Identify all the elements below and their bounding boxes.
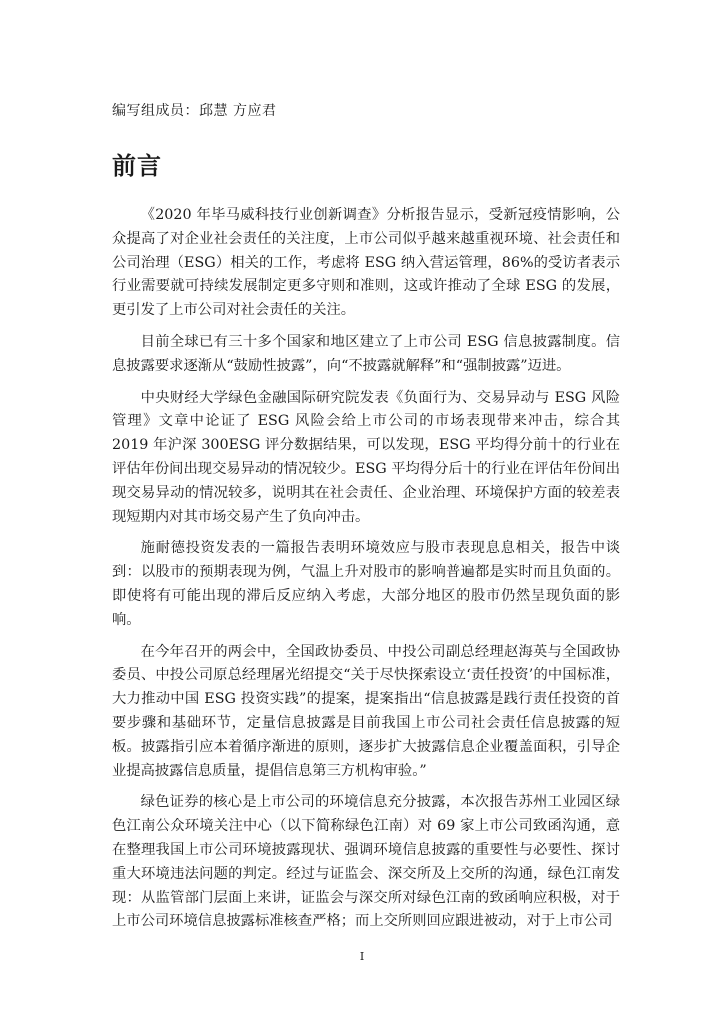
body-text bbox=[112, 204, 620, 942]
paragraph: 《2020 年毕马威科技行业创新调查》分析报告显示，受新冠疫情影响，公众提高了对企业社会责任的关注度，上市公司似乎越来越重视环境、社会责任和公司治理（ESG）相关的工作，考虑将 ESG 纳入营运管理，86%的受访者表示行业需要就可持续发展制定更多守则和准则，这或许推动了全球 ESG 的发展，更引发了上市公司对社会责任的关注。 bbox=[112, 207, 620, 319]
paragraph: 目前全球已有三十多个国家和地区建立了上市公司 ESG 信息披露制度。信息披露要求逐渐从“鼓励性披露”，向“不披露就解释”和“强制披露”迈进。 bbox=[112, 333, 620, 374]
page-number: I bbox=[359, 950, 365, 963]
paragraph: 施耐德投资发表的一篇报告表明环境效应与股市表现息息相关，报告中谈到：以股市的预期表现为例，气温上升对股市的影响普遍都是实时而且负面的。即使将有可能出现的滞后反应纳入考虑，大部分地区的股市仍然呈现负面的影响。 bbox=[112, 540, 620, 628]
paragraph: 中央财经大学绿色金融国际研究院发表《负面行为、交易异动与 ESG 风险管理》文章中论证了 ESG 风险会给上市公司的市场表现带来冲击，综合其 2019 年沪深 300ESG 评分数据结果，可以发现，ESG 平均得分前十的行业在评估年份间出现交易异动的情况较少。ESG 平均得分后十的行业在评估年份间出现交易异动的情况较多，说明其在社会责任、企业治理、环境保护方面的较差表现短期内对其市场交易产生了负向冲击。 bbox=[112, 389, 620, 525]
paragraph: 绿色证券的核心是上市公司的环境信息充分披露，本次报告苏州工业园区绿色江南公众环境关注中心（以下简称绿色江南）对 69 家上市公司致函沟通，意在整理我国上市公司环境披露现状、强调环境信息披露的重要性与必要性、探讨重大环境违法问题的判定。经过与证监会、深交所及上交所的沟通，绿色江南发现：从监管部门层面上来讲，证监会与深交所对绿色江南的致函响应积极，对于上市公司环境信息披露标准核查严格；而上交所则回应跟进被动，对于上市公司 bbox=[112, 794, 620, 930]
paragraph: 在今年召开的两会中，全国政协委员、中投公司副总经理赵海英与全国政协委员、中投公司原总经理屠光绍提交“关于尽快探索设立‘责任投资’的中国标准，大力推动中国 ESG 投资实践”的提案，提案指出“信息披露是践行责任投资的首要步骤和基础环节，定量信息披露是目前我国上市公司社会责任信息披露的短板。披露指引应本着循序渐进的原则，逐步扩大披露信息企业覆盖面积，引导企业提高披露信息质量，提倡信息第三方机构审验。” bbox=[112, 643, 620, 779]
section-heading: 前言 bbox=[112, 152, 162, 180]
authors-line: 编写组成员：邱慧 方应君 bbox=[112, 103, 277, 119]
